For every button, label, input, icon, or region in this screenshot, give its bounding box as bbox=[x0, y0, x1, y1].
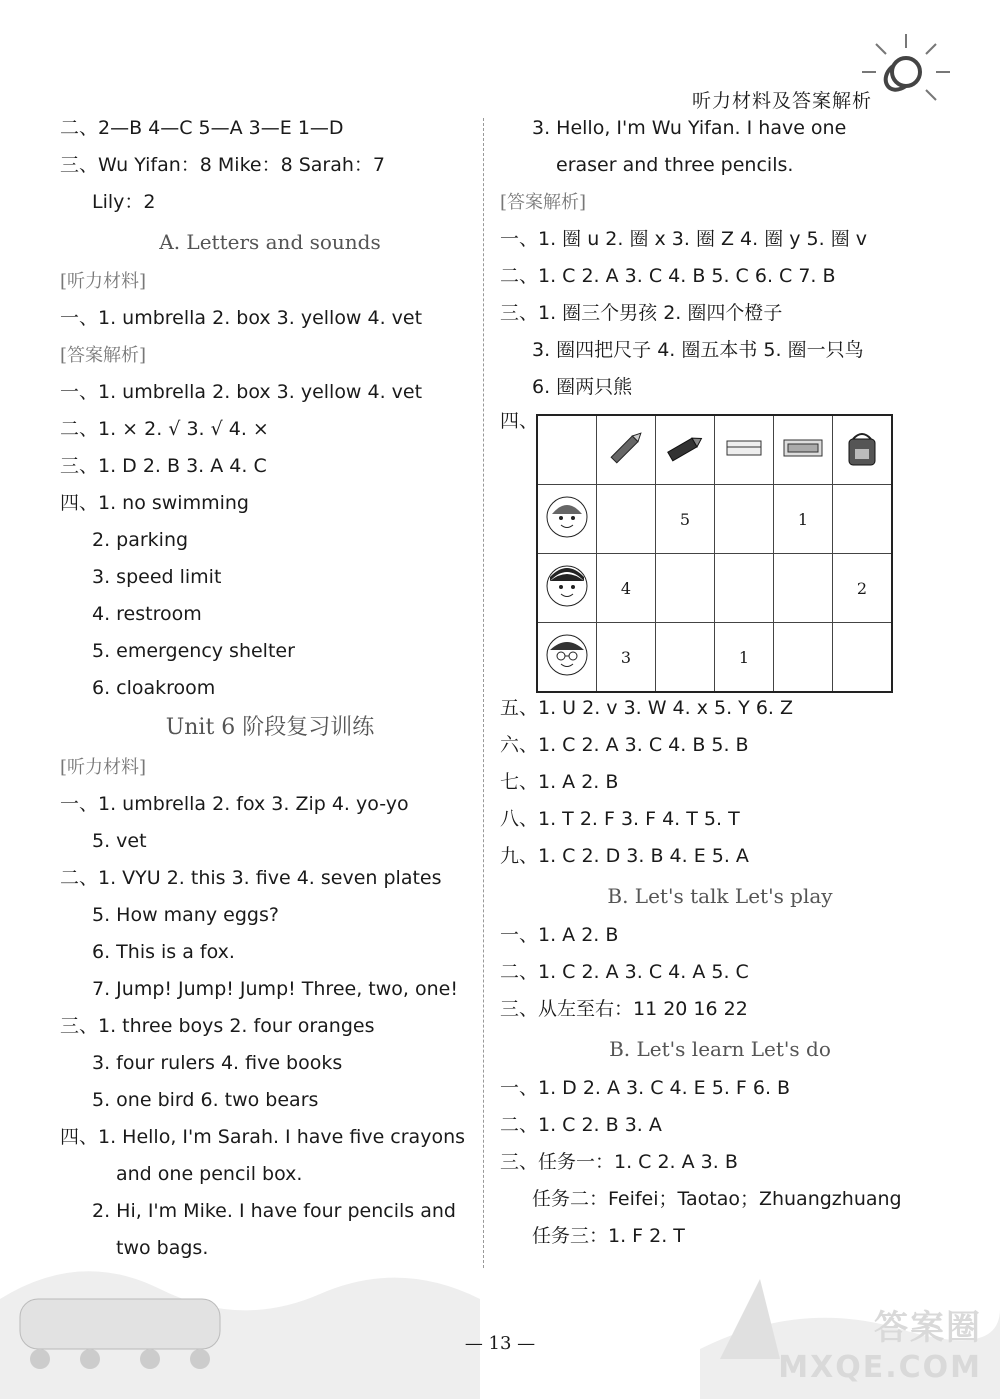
answer-line: 5. How many eggs? bbox=[92, 904, 279, 926]
section-tag: [答案解析] bbox=[60, 345, 147, 366]
header-title: 听力材料及答案解析 bbox=[691, 90, 872, 112]
grid-cell: 3 bbox=[597, 623, 656, 693]
eraser-icon bbox=[715, 415, 774, 485]
answer-line: 三、1. three boys 2. four oranges bbox=[60, 1015, 375, 1037]
section-heading: B. Let's learn Let's do bbox=[609, 1037, 831, 1061]
answer-line: two bags. bbox=[116, 1237, 209, 1259]
answer-line: 二、1. C 2. A 3. C 4. B 5. C 6. C 7. B bbox=[500, 265, 836, 287]
answer-line: 一、1. umbrella 2. box 3. yellow 4. vet bbox=[60, 307, 423, 329]
answer-line: 一、1. A 2. B bbox=[500, 924, 619, 946]
section-heading: A. Letters and sounds bbox=[159, 230, 381, 254]
column-divider bbox=[483, 118, 484, 1268]
answer-line: 八、1. T 2. F 3. F 4. T 5. T bbox=[500, 808, 740, 830]
grid-cell bbox=[715, 485, 774, 554]
answer-line: 6. 圈两只熊 bbox=[532, 376, 633, 398]
answer-line: 四、1. Hello, I'm Sarah. I have five crayons bbox=[60, 1126, 466, 1148]
answer-line: 三、Wu Yifan：8 Mike：8 Sarah：7 bbox=[60, 154, 386, 176]
watermark-url: MXQE.COM bbox=[778, 1350, 982, 1385]
section-heading: B. Let's talk Let's play bbox=[607, 884, 833, 908]
answer-line: 三、从左至右：11 20 16 22 bbox=[500, 998, 748, 1020]
grid-cell bbox=[833, 623, 893, 693]
pencil-box-icon bbox=[774, 415, 833, 485]
answer-line: 二、1. × 2. √ 3. √ 4. × bbox=[60, 418, 269, 440]
answer-line: 二、2—B 4—C 5—A 3—E 1—D bbox=[60, 117, 344, 139]
boy-face-icon bbox=[537, 554, 597, 623]
answer-line: 3. speed limit bbox=[92, 566, 222, 588]
answer-line: 4. restroom bbox=[92, 603, 202, 625]
right-top-section bbox=[500, 110, 940, 406]
answer-line: 一、1. 圈 u 2. 圈 x 3. 圈 Z 4. 圈 y 5. 圈 v bbox=[500, 228, 867, 250]
answer-line: 三、1. D 2. B 3. A 4. C bbox=[60, 455, 267, 477]
sun-swirl-icon bbox=[858, 28, 958, 118]
answer-grid-section bbox=[500, 406, 940, 690]
right-bottom-section bbox=[500, 690, 940, 1255]
boy-glasses-face-icon bbox=[537, 623, 597, 693]
grid-cell bbox=[715, 554, 774, 623]
grid-cell: 2 bbox=[833, 554, 893, 623]
grid-cell: 4 bbox=[597, 554, 656, 623]
answer-line: 5. one bird 6. two bears bbox=[92, 1089, 319, 1111]
grid-cell: 5 bbox=[656, 485, 715, 554]
answer-line: 一、1. D 2. A 3. C 4. E 5. F 6. B bbox=[500, 1077, 791, 1099]
answer-line: 3. 圈四把尺子 4. 圈五本书 5. 圈一只鸟 bbox=[532, 339, 864, 361]
grid-cell bbox=[833, 485, 893, 554]
grid-label: 四、 bbox=[500, 410, 539, 432]
answer-line: 二、1. C 2. B 3. A bbox=[500, 1114, 662, 1136]
answer-line: 5. emergency shelter bbox=[92, 640, 295, 662]
answer-line: 七、1. A 2. B bbox=[500, 771, 619, 793]
answer-line: 2. parking bbox=[92, 529, 189, 551]
grid-corner-cell bbox=[537, 415, 597, 485]
watermark-text: 答案圈 bbox=[874, 1308, 982, 1348]
answer-line: 五、1. U 2. v 3. W 4. x 5. Y 6. Z bbox=[500, 697, 794, 719]
answer-line: Lily：2 bbox=[92, 191, 156, 213]
answer-line: 三、1. 圈三个男孩 2. 圈四个橙子 bbox=[500, 302, 783, 324]
answer-line: and one pencil box. bbox=[116, 1163, 303, 1185]
grid-row-mike bbox=[537, 554, 892, 623]
answer-line: 2. Hi, I'm Mike. I have four pencils and bbox=[92, 1200, 456, 1222]
grid-cell: 1 bbox=[715, 623, 774, 693]
answer-line: 一、1. umbrella 2. box 3. yellow 4. vet bbox=[60, 381, 423, 403]
section-heading: Unit 6 阶段复习训练 bbox=[165, 715, 375, 740]
section-tag: [答案解析] bbox=[500, 192, 587, 213]
answer-line: 任务三：1. F 2. T bbox=[532, 1225, 685, 1247]
grid-cell bbox=[597, 485, 656, 554]
grid-cell bbox=[656, 623, 715, 693]
answer-line: 6. cloakroom bbox=[92, 677, 216, 699]
answer-line: 二、1. C 2. A 3. C 4. A 5. C bbox=[500, 961, 749, 983]
grid-header-row bbox=[537, 415, 892, 485]
answer-line: 四、1. no swimming bbox=[60, 492, 249, 514]
grid-row-sarah bbox=[537, 485, 892, 554]
answer-line: eraser and three pencils. bbox=[556, 154, 794, 176]
answer-line: 3. Hello, I'm Wu Yifan. I have one bbox=[532, 117, 847, 139]
crayon-icon bbox=[656, 415, 715, 485]
grid-row-wu-yifan bbox=[537, 623, 892, 693]
answer-line: 二、1. VYU 2. this 3. five 4. seven plates bbox=[60, 867, 442, 889]
bag-icon bbox=[833, 415, 893, 485]
answer-line: 九、1. C 2. D 3. B 4. E 5. A bbox=[500, 845, 749, 867]
grid-cell bbox=[774, 554, 833, 623]
answer-line: 一、1. umbrella 2. fox 3. Zip 4. yo-yo bbox=[60, 793, 409, 815]
girl-face-icon bbox=[537, 485, 597, 554]
section-tag: [听力材料] bbox=[60, 271, 147, 292]
answer-line: 5. vet bbox=[92, 830, 147, 852]
left-column bbox=[60, 110, 480, 1267]
answer-line: 三、任务一：1. C 2. A 3. B bbox=[500, 1151, 738, 1173]
section-tag: [听力材料] bbox=[60, 757, 147, 778]
answer-line: 7. Jump! Jump! Jump! Three, two, one! bbox=[92, 978, 458, 1000]
answer-line: 6. This is a fox. bbox=[92, 941, 235, 963]
page-number: — 13 — bbox=[464, 1333, 536, 1354]
answer-line: 任务二：Feifei；Taotao；Zhuangzhuang bbox=[532, 1188, 902, 1210]
grid-cell: 1 bbox=[774, 485, 833, 554]
grid-cell bbox=[774, 623, 833, 693]
answer-line: 3. four rulers 4. five books bbox=[92, 1052, 343, 1074]
grid-cell bbox=[656, 554, 715, 623]
answer-line: 六、1. C 2. A 3. C 4. B 5. B bbox=[500, 734, 749, 756]
right-column bbox=[500, 110, 940, 1255]
answer-grid bbox=[536, 414, 893, 693]
pencil-icon bbox=[597, 415, 656, 485]
